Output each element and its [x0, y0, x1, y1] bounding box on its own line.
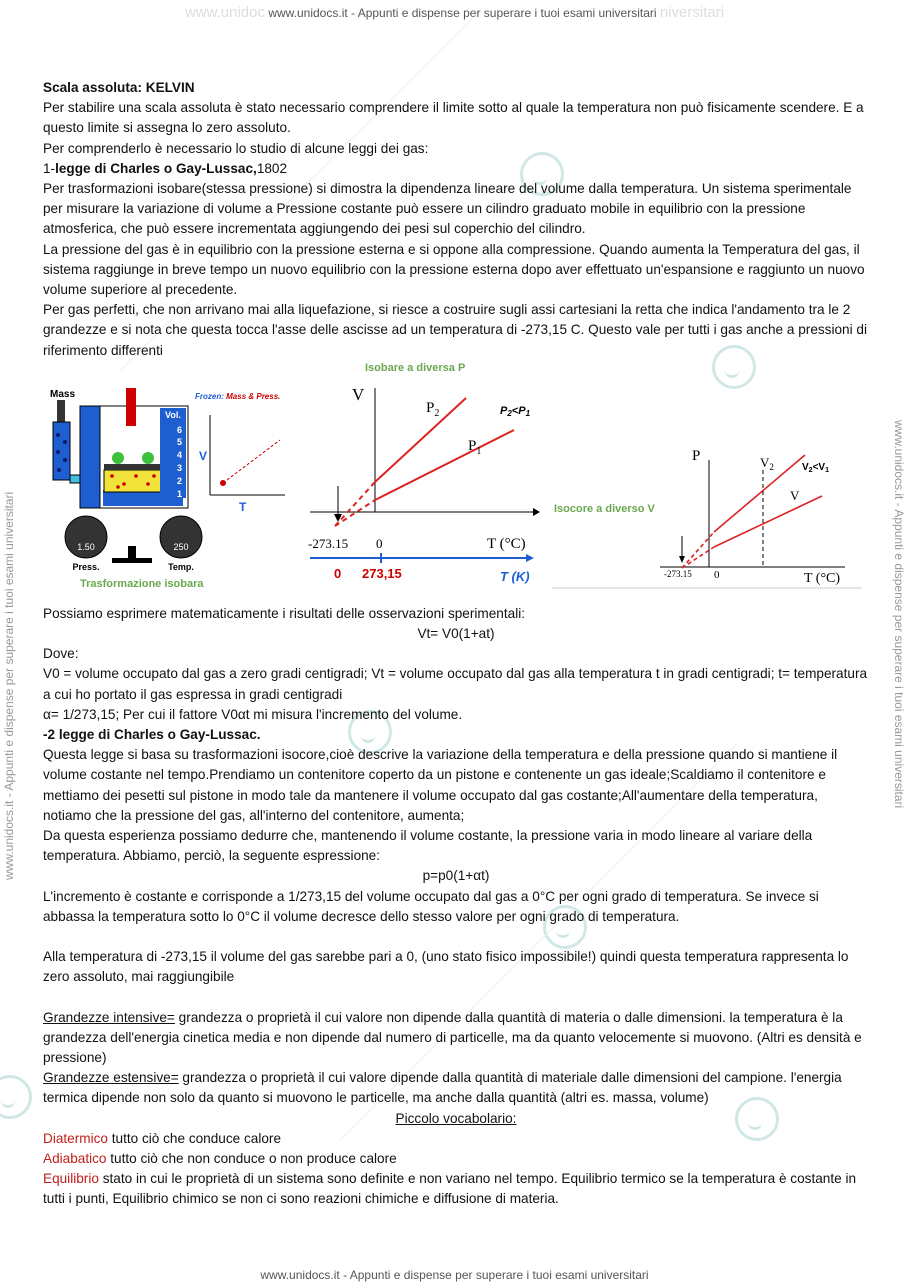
heat-source-icon [126, 388, 136, 426]
stand-base-icon [112, 558, 152, 563]
watermark-side-left: www.unidocs.it - Appunti e dispense per superare i tuoi esami universitari [2, 491, 16, 880]
fig1-vol-label: Vol. [165, 410, 181, 420]
fig2-p1-line [375, 430, 514, 500]
fig3-x-zero: 0 [714, 569, 720, 581]
rel-sub: 1 [825, 467, 829, 474]
fig3-x-label: T (°C) [804, 571, 841, 586]
mini-trend-line [223, 440, 280, 483]
rel-term: V [818, 462, 826, 473]
fig1-v-label: V [199, 449, 208, 463]
increment-paragraph: L'incremento è costante e corrisponde a 1/273,15 del volume occupato dal gas a 0°C per ogni grado di temperatura. Se invece si abbassa la temperatura sotto lo 0°C il volume decresce dello stesso valore per ogni grado di temperatura. [43, 888, 819, 924]
fig3-v2-text: V [760, 455, 770, 470]
vocab-item-equilibrio [43, 1169, 869, 1209]
arrow-icon [533, 508, 540, 516]
fig2-p2-label [426, 400, 439, 419]
fig2-x-label: T (°C) [487, 536, 526, 552]
page-title: Scala assoluta: KELVIN [43, 80, 195, 95]
stand-icon [128, 546, 136, 558]
fig1-frozen-text: Frozen: [195, 392, 224, 401]
watermark-header [0, 4, 909, 21]
extensive-term: Grandezze estensive= [43, 1070, 179, 1086]
mass-block-icon [57, 400, 65, 422]
formula-vt: Vt= V0(1+at) [417, 626, 495, 642]
fig2-p2-sub: 2 [434, 408, 440, 419]
rel-op: < [812, 462, 819, 473]
watermark-side-right: www.unidocs.it - Appunti e dispense per superare i tuoi esami universitari [892, 420, 906, 809]
vocab-term: Adiabatico [43, 1150, 107, 1166]
spacer [43, 988, 869, 1008]
definitions-1: V0 = volume occupato dal gas a zero gradi centigradi; Vt = volume occupato dal gas alla temperatura t in gradi centigradi; t= temperatura a cui ho portato il gas espressa in gradi centigradi [43, 666, 868, 702]
spacer [43, 927, 869, 947]
fig2-k-label: T (K) [500, 569, 530, 584]
fig3-v1-label: V [790, 488, 800, 503]
fig1-t-label: T [239, 500, 247, 514]
scale-tick: 3 [177, 463, 183, 473]
fig2-x-neg: -273.15 [308, 536, 349, 551]
law1-heading [43, 159, 869, 179]
fig3-x-neg: -273.15 [664, 569, 692, 579]
fig1-press-label: Press. [72, 562, 100, 572]
intensive-text: grandezza o proprietà il cui valore non dipende dalla quantità di materia o dalle dimensioni. la temperatura è la grandezza dell'energia cinetica media e non dipende dal numero di particelle, ma da quanto velocemente si muovono. (Altri es densità e pressione) [43, 1009, 862, 1065]
unidocs-logo-icon [0, 1075, 32, 1119]
rel-term: P [518, 405, 526, 417]
vocabulary-title: Piccolo vocabolario: [395, 1110, 517, 1126]
fig1-mass-label: Mass [50, 389, 76, 400]
intro-paragraph-2: Per comprenderlo è necessario lo studio di alcune leggi dei gas: [43, 140, 429, 156]
intensive-term: Grandezze intensive= [43, 1009, 175, 1025]
law1-heading-text: legge di Charles o Gay-Lussac, [55, 160, 257, 176]
scale-tick: 2 [177, 476, 183, 486]
fig3-p-label: P [692, 448, 701, 464]
rel-term: V [802, 462, 809, 473]
fig3-v2-label [760, 455, 774, 472]
vocab-definition: stato in cui le proprietà di un sistema sono definite e non variano nel tempo. Equilibrio termico se la temperatura è costante in tutti i punti, Equilibrio chimico se non ci sono reazioni chimiche e diffusione di materia. [43, 1171, 857, 1207]
watermark-bottom-text: www.unidocs.it - Appunti e dispense per superare i tuoi esami universitari [260, 1268, 649, 1282]
piston-icon [104, 464, 162, 470]
law2-paragraph-2: Da questa esperienza possiamo dedurre che, mantenendo il volume costante, la pressione varia in modo lineare al variare della temperatura. Abbiamo, perciò, la seguente espressione: [43, 828, 813, 864]
rel-op: < [511, 405, 519, 417]
rel-term: P [500, 405, 508, 417]
definitions-2: α= 1/273,15; Per cui il fattore V0αt mi misura l'incremento del volume. [43, 706, 463, 722]
watermark-ghost-right: niversitari [659, 4, 725, 21]
volume-scale-icon [160, 408, 186, 498]
law1-paragraph-3: Per gas perfetti, che non arrivano mai alla liquefazione, si riesce a costruire sugli assi cartesiani la retta che indica l'andamento tra le 2 grandezze e si nota che questa tocca l'asse delle ascisse ad un temperatura di -273,15 C. Questo vale per tutti i gas anche a pressioni di riferimento differenti [43, 302, 867, 358]
intro-paragraph-1: Per stabilire una scala assoluta è stato necessario comprendere il limite sotto al quale la temperatura non può fisicamente scendere. E a questo limite si assegna lo zero assoluto. [43, 100, 864, 136]
fig1-press-value: 1.50 [77, 542, 95, 552]
scale-tick: 1 [177, 489, 183, 499]
fig3-caption: Isocore a diverso V [554, 503, 655, 515]
fig2-p2-line [375, 398, 466, 482]
fig3-relation [802, 462, 829, 474]
fig1-frozen-items: Mass & Press. [226, 392, 281, 401]
weight-icon [142, 452, 154, 464]
fig2-p1-label [468, 438, 481, 457]
vocab-item-adiabatico [43, 1149, 869, 1169]
fig2-x-zero: 0 [376, 536, 383, 551]
vocab-term: Diatermico [43, 1130, 108, 1146]
extensive-paragraph [43, 1068, 869, 1108]
scale-tick: 5 [177, 437, 183, 447]
law2-paragraph-1: Questa legge si basa su trasformazioni isocore,cioè descrive la variazione della temperatura e della pressione quando si mantiene il volume costante nel tempo.Prendiamo un contenitore coperto da un pistone e contenente un gas ideale;Scaldiamo il contenitore e mettiamo dei pesetti sul pistone in modo tale da mantenere il volume occupato dal gas costante;All'aumentare della temperatura, notiamo che la pressione del gas, all'interno del contenitore, aumenta; [43, 747, 838, 823]
syringe-icon [53, 422, 70, 480]
vocab-item-diatermico [43, 1129, 869, 1149]
arrow-icon [526, 554, 534, 562]
law1-paragraph-2: La pressione del gas è in equilibrio con la pressione esterna e si oppone alla compressione. Quando aumenta la Temperatura del gas, il sistema raggiunge in breve tempo un nuovo equilibrio con la pressione esterna dopo aver effettuato un'espansione e raggiunto un nuovo volume superiore al precedente. [43, 241, 865, 298]
watermark-top-text: www.unidocs.it - Appunti e dispense per superare i tuoi esami universitari [268, 6, 657, 20]
rel-sub: 2 [808, 467, 813, 474]
fig1-caption: Trasformazione isobara [80, 578, 204, 590]
document-body [43, 78, 869, 1210]
isocore-chart [552, 448, 862, 588]
rel-sub: 2 [507, 409, 512, 418]
fig1-temp-value: 250 [173, 542, 189, 552]
fig2-relation [500, 405, 531, 418]
figures-row [40, 360, 870, 595]
fig1-frozen-label [195, 392, 280, 401]
weight-icon [112, 452, 124, 464]
isobaric-apparatus-figure [50, 388, 285, 590]
after-figure-text: Possiamo esprimere matematicamente i risultati delle osservazioni sperimentali: [43, 605, 526, 621]
vocab-term: Equilibrio [43, 1171, 99, 1187]
gas-chamber-icon [104, 470, 162, 492]
watermark-footer [0, 1268, 909, 1282]
fig2-caption: Isobare a diversa P [365, 362, 466, 374]
mini-state-point [220, 480, 226, 486]
law1-paragraph-1: Per trasformazioni isobare(stessa pressione) si dimostra la dipendenza lineare del volume dalla temperatura. Un sistema sperimentale per misurare la variazione di volume a Pressione costante può essere un cilindro graduato mobile in equilibrio con la pressione atmosferica, che può essere incrementata aggiungendo dei pesi sul coperchio del cilindro. [43, 181, 852, 237]
absolute-zero-paragraph: Alla temperatura di -273,15 il volume del gas sarebbe pari a 0, (uno stato fisico impossibile!) quindi questa temperatura rappresenta lo zero assoluto, mai raggiungibile [43, 949, 849, 985]
law1-year: 1802 [256, 160, 288, 176]
law2-heading: -2 legge di Charles o Gay-Lussac. [43, 727, 261, 743]
arrow-icon [334, 514, 342, 522]
dove-label: Dove: [43, 646, 79, 662]
vocab-definition: tutto ciò che conduce calore [107, 1130, 282, 1146]
fig2-k-zero: 0 [334, 566, 342, 581]
fig2-p1-text: P [468, 438, 477, 454]
fig1-temp-label: Temp. [168, 562, 194, 572]
fig2-p1-sub: 1 [476, 446, 482, 457]
fig2-p2-text: P [426, 400, 435, 416]
scale-tick: 6 [177, 425, 183, 435]
fig2-k-ref: 273,15 [362, 566, 402, 581]
fig3-v2-sub: 2 [769, 462, 774, 472]
fig2-v-label: V [352, 385, 365, 404]
scale-tick: 4 [177, 450, 183, 460]
isobare-chart [308, 362, 540, 584]
law1-prefix: 1- [43, 160, 56, 176]
intensive-paragraph [43, 1008, 869, 1069]
arrow-icon [679, 556, 685, 563]
fig3-v1-line [714, 496, 822, 547]
formula-p: p=p0(1+αt) [422, 868, 490, 884]
extensive-text: grandezza o proprietà il cui valore dipende dalla quantità di materiale dalle dimensioni del campione. l'energia termica dipende non solo da quanto si muovono le particelle, ma anche dalla quantità (altri es. massa, volume) [43, 1070, 842, 1106]
watermark-ghost-left: www.unidoc [184, 4, 265, 21]
vocab-definition: tutto ciò che non conduce o non produce calore [106, 1150, 397, 1166]
rel-sub: 1 [525, 409, 531, 418]
